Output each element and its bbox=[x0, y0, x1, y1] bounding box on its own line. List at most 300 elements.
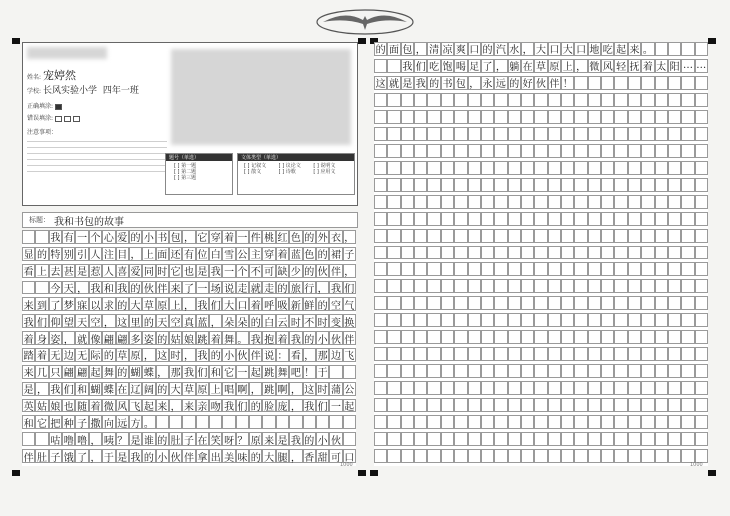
grid-cell bbox=[548, 229, 561, 243]
grid-cell bbox=[521, 110, 534, 124]
grid-cell bbox=[628, 364, 641, 378]
grid-cell bbox=[561, 449, 574, 463]
grid-cell bbox=[601, 398, 614, 412]
grid-cell bbox=[681, 76, 694, 90]
grid-cell bbox=[681, 432, 694, 446]
grid-cell bbox=[695, 178, 708, 192]
grid-cell: ！ bbox=[561, 76, 574, 90]
grid-cell: 它 bbox=[35, 415, 48, 429]
grid-cell bbox=[614, 127, 627, 141]
grid-cell bbox=[695, 127, 708, 141]
grid-cell bbox=[561, 110, 574, 124]
grid-cell bbox=[401, 432, 414, 446]
grid-cell: 外 bbox=[316, 230, 329, 244]
grid-cell bbox=[481, 262, 494, 276]
grid-cell bbox=[494, 347, 507, 361]
genre-title: 文体类型（单选） bbox=[238, 154, 354, 161]
grid-cell bbox=[561, 229, 574, 243]
page-number: 1000 bbox=[340, 462, 353, 468]
grid-cell: 无 bbox=[49, 348, 62, 362]
grid-cell: 伙 bbox=[236, 348, 249, 362]
grid-cell: 躺 bbox=[508, 59, 521, 73]
grid-cell: 伙 bbox=[329, 432, 342, 446]
grid-cell: 小 bbox=[222, 348, 235, 362]
grid-cell bbox=[601, 313, 614, 327]
grid-cell bbox=[494, 449, 507, 463]
grid-cell bbox=[574, 262, 587, 276]
grid-cell: ， bbox=[102, 314, 115, 328]
grid-cell bbox=[401, 195, 414, 209]
grid-cell bbox=[508, 347, 521, 361]
grid-cell: ， bbox=[156, 365, 169, 379]
grid-cell bbox=[494, 415, 507, 429]
grid-cell bbox=[494, 144, 507, 158]
grid-cell: … bbox=[696, 60, 707, 72]
grid-cell bbox=[588, 161, 601, 175]
grid-cell: 子 bbox=[75, 415, 88, 429]
grid-cell: 天 bbox=[75, 314, 88, 328]
grid-cell bbox=[641, 127, 654, 141]
genre-option[interactable]: [ ] 记叙文 bbox=[244, 163, 267, 169]
grid-cell bbox=[414, 381, 427, 395]
grid-cell bbox=[668, 347, 681, 361]
grid-cell bbox=[494, 398, 507, 412]
grid-cell bbox=[508, 279, 521, 293]
grid-row bbox=[22, 247, 356, 261]
grid-cell bbox=[427, 279, 440, 293]
grid-cell bbox=[454, 246, 467, 260]
registration-mark bbox=[12, 470, 20, 476]
grid-cell: ， bbox=[303, 348, 316, 362]
grid-cell: 脸 bbox=[262, 399, 275, 413]
grid-cell bbox=[561, 296, 574, 310]
grid-cell: 香 bbox=[303, 449, 316, 463]
grid-cell: ？ bbox=[116, 432, 129, 446]
grid-cell bbox=[521, 381, 534, 395]
grid-cell bbox=[374, 313, 387, 327]
grid-cell bbox=[387, 432, 400, 446]
grid-cell: 口 bbox=[574, 42, 587, 56]
grid-cell: ， bbox=[129, 247, 142, 261]
grid-cell: 辽 bbox=[129, 382, 142, 396]
correct-fill-label: 正确填涂: bbox=[27, 103, 54, 110]
grid-cell bbox=[641, 178, 654, 192]
wrong-fill-row bbox=[27, 113, 82, 122]
grid-cell bbox=[414, 110, 427, 124]
genre-option[interactable]: [ ] 诗歌 bbox=[278, 169, 296, 175]
genre-option[interactable]: [ ] 说明文 bbox=[313, 163, 336, 169]
grid-cell bbox=[695, 347, 708, 361]
grid-cell bbox=[236, 415, 249, 429]
grid-cell: 旅 bbox=[289, 281, 302, 295]
grid-cell bbox=[441, 432, 454, 446]
grid-cell bbox=[521, 449, 534, 463]
grid-cell bbox=[401, 381, 414, 395]
grid-cell: 出 bbox=[209, 449, 222, 463]
notes-title: 注意事项： bbox=[27, 129, 58, 136]
grid-row bbox=[22, 382, 356, 396]
grid-cell: 的 bbox=[129, 230, 142, 244]
grid-cell bbox=[374, 178, 387, 192]
grid-cell bbox=[494, 330, 507, 344]
grid-cell bbox=[655, 93, 668, 107]
grid-cell bbox=[668, 364, 681, 378]
grid-cell bbox=[387, 296, 400, 310]
grid-cell: 也 bbox=[182, 264, 195, 278]
grid-cell bbox=[468, 330, 481, 344]
grid-cell bbox=[628, 381, 641, 395]
grid-cell bbox=[374, 144, 387, 158]
grid-cell: 着 bbox=[35, 348, 48, 362]
grid-cell: 跳 bbox=[196, 331, 209, 345]
grid-cell: 边 bbox=[62, 348, 75, 362]
grid-cell bbox=[494, 127, 507, 141]
grid-cell bbox=[249, 415, 262, 429]
grid-cell bbox=[681, 195, 694, 209]
grid-cell bbox=[521, 262, 534, 276]
grid-cell bbox=[534, 398, 547, 412]
grid-row bbox=[22, 449, 356, 463]
grid-cell bbox=[681, 296, 694, 310]
grid-cell: 我 bbox=[209, 264, 222, 278]
grid-cell: 爱 bbox=[116, 230, 129, 244]
grid-cell: 变 bbox=[329, 314, 342, 328]
grid-cell bbox=[588, 347, 601, 361]
grid-cell bbox=[601, 364, 614, 378]
grid-cell: 蝴 bbox=[129, 365, 142, 379]
grid-cell bbox=[681, 246, 694, 260]
grid-row bbox=[374, 313, 708, 327]
grid-cell: 起 bbox=[89, 365, 102, 379]
grid-cell: 少 bbox=[289, 264, 302, 278]
grid-cell: 真 bbox=[182, 314, 195, 328]
grid-cell: 的 bbox=[316, 297, 329, 311]
grid-cell: 种 bbox=[62, 415, 75, 429]
notes-body bbox=[27, 136, 167, 172]
type-option[interactable]: [ ] 第一题 bbox=[174, 163, 197, 169]
grid-cell: 吧 bbox=[289, 365, 302, 379]
grid-cell bbox=[668, 432, 681, 446]
grid-cell bbox=[481, 398, 494, 412]
grid-row bbox=[22, 264, 356, 278]
grid-cell: 和 bbox=[102, 281, 115, 295]
grid-cell: 梦 bbox=[62, 297, 75, 311]
grid-cell bbox=[441, 178, 454, 192]
grid-cell bbox=[401, 178, 414, 192]
grid-cell bbox=[588, 381, 601, 395]
grid-cell bbox=[588, 296, 601, 310]
grid-cell: 还 bbox=[169, 247, 182, 261]
grid-row bbox=[22, 331, 356, 345]
grid-cell bbox=[668, 415, 681, 429]
grid-cell: 味 bbox=[236, 449, 249, 463]
grid-cell bbox=[655, 110, 668, 124]
grid-cell: 上 bbox=[209, 382, 222, 396]
grid-cell bbox=[574, 93, 587, 107]
grid-cell: 里 bbox=[129, 314, 142, 328]
grid-cell: 和 bbox=[22, 415, 35, 429]
left-writing-grid bbox=[22, 230, 356, 466]
grid-cell bbox=[695, 161, 708, 175]
grid-cell bbox=[681, 398, 694, 412]
grid-cell bbox=[574, 330, 587, 344]
grid-cell bbox=[614, 279, 627, 293]
grid-cell bbox=[534, 93, 547, 107]
registration-mark bbox=[358, 38, 366, 44]
grid-cell bbox=[601, 178, 614, 192]
grid-cell bbox=[481, 178, 494, 192]
grid-cell: 草 bbox=[182, 382, 195, 396]
grid-cell: 件 bbox=[249, 230, 262, 244]
grid-cell: 舞 bbox=[276, 365, 289, 379]
grid-cell bbox=[614, 93, 627, 107]
grid-row bbox=[22, 365, 356, 379]
grid-cell bbox=[695, 313, 708, 327]
page-number: 1000 bbox=[690, 462, 703, 468]
grid-cell: 凉 bbox=[441, 42, 454, 56]
grid-cell bbox=[548, 246, 561, 260]
grid-cell: 姿 bbox=[142, 331, 155, 345]
grid-cell bbox=[508, 313, 521, 327]
grid-cell bbox=[441, 381, 454, 395]
grid-cell: 原 bbox=[156, 297, 169, 311]
grid-cell: 和 bbox=[209, 365, 222, 379]
grid-cell bbox=[628, 279, 641, 293]
grid-cell bbox=[387, 195, 400, 209]
grid-cell: 的 bbox=[303, 331, 316, 345]
grid-cell bbox=[628, 347, 641, 361]
grid-cell: ？ bbox=[236, 432, 249, 446]
grid-cell: 云 bbox=[276, 314, 289, 328]
grid-cell bbox=[574, 449, 587, 463]
grid-cell bbox=[574, 432, 587, 446]
grid-cell: 清 bbox=[427, 42, 440, 56]
grid-cell bbox=[454, 279, 467, 293]
grid-cell: 把 bbox=[49, 415, 62, 429]
grid-cell: 伴 bbox=[182, 449, 195, 463]
grid-cell: 飞 bbox=[343, 348, 356, 362]
grid-row bbox=[374, 415, 708, 429]
grid-cell bbox=[427, 127, 440, 141]
grid-cell: 鲜 bbox=[303, 297, 316, 311]
redacted-block bbox=[27, 47, 107, 59]
grid-cell bbox=[534, 178, 547, 192]
grid-cell bbox=[614, 110, 627, 124]
grid-cell bbox=[468, 93, 481, 107]
grid-cell: 了 bbox=[481, 59, 494, 73]
grid-cell bbox=[548, 432, 561, 446]
grid-cell: 朵 bbox=[236, 314, 249, 328]
grid-cell: 那 bbox=[316, 348, 329, 362]
grid-cell bbox=[521, 313, 534, 327]
grid-cell bbox=[628, 195, 641, 209]
grid-cell bbox=[534, 381, 547, 395]
grid-cell bbox=[521, 161, 534, 175]
grid-cell: 书 bbox=[156, 230, 169, 244]
grid-cell bbox=[468, 364, 481, 378]
grid-cell bbox=[441, 246, 454, 260]
grid-cell: 来 bbox=[182, 399, 195, 413]
grid-cell bbox=[374, 195, 387, 209]
grid-cell bbox=[655, 296, 668, 310]
grid-cell bbox=[574, 381, 587, 395]
grid-cell: 太 bbox=[655, 59, 668, 73]
grid-cell bbox=[35, 432, 48, 446]
grid-cell bbox=[494, 262, 507, 276]
grid-row bbox=[374, 432, 708, 446]
genre-option[interactable]: [ ] 议论文 bbox=[278, 163, 301, 169]
grid-cell bbox=[655, 127, 668, 141]
grid-cell bbox=[668, 279, 681, 293]
grid-cell: 是 bbox=[276, 432, 289, 446]
grid-cell bbox=[427, 212, 440, 226]
grid-cell: 多 bbox=[129, 331, 142, 345]
grid-cell bbox=[628, 415, 641, 429]
grid-cell bbox=[414, 195, 427, 209]
cross-box-icon bbox=[64, 116, 71, 122]
type-option[interactable]: [ ] 第三题 bbox=[174, 175, 197, 181]
grid-cell bbox=[508, 178, 521, 192]
grid-cell bbox=[695, 110, 708, 124]
grid-cell bbox=[655, 262, 668, 276]
grid-cell bbox=[414, 330, 427, 344]
grid-cell bbox=[521, 398, 534, 412]
name-label: 姓名: bbox=[27, 74, 42, 81]
grid-cell: 我 bbox=[116, 281, 129, 295]
grid-cell bbox=[668, 161, 681, 175]
grid-cell bbox=[695, 415, 708, 429]
grid-cell: ， bbox=[35, 382, 48, 396]
grid-cell bbox=[401, 144, 414, 158]
grid-cell bbox=[574, 212, 587, 226]
grid-cell bbox=[628, 296, 641, 310]
grid-cell: 伴 bbox=[249, 348, 262, 362]
grid-cell bbox=[427, 246, 440, 260]
grid-cell bbox=[468, 178, 481, 192]
grid-cell: 原 bbox=[249, 432, 262, 446]
grid-cell bbox=[601, 212, 614, 226]
grid-cell bbox=[468, 432, 481, 446]
grid-cell bbox=[481, 161, 494, 175]
grid-cell bbox=[494, 93, 507, 107]
grid-cell bbox=[561, 144, 574, 158]
grid-cell bbox=[468, 398, 481, 412]
grid-cell bbox=[22, 432, 35, 446]
grid-cell bbox=[561, 262, 574, 276]
grid-cell bbox=[169, 415, 182, 429]
grid-cell bbox=[548, 178, 561, 192]
grid-cell bbox=[534, 127, 547, 141]
grid-cell bbox=[534, 212, 547, 226]
grid-cell bbox=[641, 212, 654, 226]
grid-cell: 我 bbox=[401, 59, 414, 73]
grid-cell: 白 bbox=[262, 314, 275, 328]
grid-cell bbox=[374, 93, 387, 107]
grid-row bbox=[22, 314, 356, 328]
grid-cell: 这 bbox=[374, 76, 387, 90]
grid-cell bbox=[588, 398, 601, 412]
grid-cell bbox=[601, 229, 614, 243]
grid-cell bbox=[508, 229, 521, 243]
grid-cell bbox=[441, 398, 454, 412]
grid-cell bbox=[329, 365, 342, 379]
grid-cell bbox=[695, 398, 708, 412]
grid-cell: 书 bbox=[441, 76, 454, 90]
grid-cell bbox=[588, 313, 601, 327]
grid-cell bbox=[521, 229, 534, 243]
grid-cell bbox=[601, 161, 614, 175]
grid-row bbox=[374, 93, 708, 107]
grid-cell bbox=[494, 229, 507, 243]
grid-cell bbox=[628, 178, 641, 192]
grid-cell: 起 bbox=[614, 42, 627, 56]
grid-cell bbox=[401, 279, 414, 293]
grid-cell: 子 bbox=[343, 247, 356, 261]
grid-cell bbox=[561, 398, 574, 412]
grid-cell bbox=[401, 161, 414, 175]
info-header bbox=[22, 42, 358, 206]
grid-cell: ， bbox=[468, 76, 481, 90]
grid-cell: 蝶 bbox=[102, 382, 115, 396]
grid-cell: 特 bbox=[49, 247, 62, 261]
grid-cell: 地 bbox=[588, 42, 601, 56]
genre-option[interactable]: [ ] 应用文 bbox=[313, 169, 336, 175]
grid-cell: 踏 bbox=[22, 348, 35, 362]
grid-cell bbox=[494, 178, 507, 192]
grid-cell bbox=[414, 212, 427, 226]
grid-cell bbox=[481, 195, 494, 209]
grid-cell bbox=[574, 110, 587, 124]
type-option[interactable]: [ ] 第二题 bbox=[174, 169, 197, 175]
grid-cell bbox=[387, 212, 400, 226]
grid-cell bbox=[574, 144, 587, 158]
grid-cell bbox=[534, 415, 547, 429]
grid-cell: 上 bbox=[35, 264, 48, 278]
grid-cell: 天 bbox=[156, 314, 169, 328]
grid-cell bbox=[641, 347, 654, 361]
grid-cell: 大 bbox=[262, 449, 275, 463]
grid-cell bbox=[468, 279, 481, 293]
grid-cell bbox=[494, 364, 507, 378]
grid-cell: 裙 bbox=[329, 247, 342, 261]
grid-cell: 原 bbox=[129, 348, 142, 362]
grid-cell bbox=[534, 330, 547, 344]
grid-cell: 在 bbox=[196, 432, 209, 446]
grid-cell bbox=[427, 195, 440, 209]
grid-cell bbox=[534, 364, 547, 378]
grid-cell bbox=[588, 246, 601, 260]
grid-cell: 小 bbox=[316, 331, 329, 345]
class-value: 四年一班 bbox=[102, 86, 139, 96]
grid-cell bbox=[441, 144, 454, 158]
grid-cell: 口 bbox=[343, 449, 356, 463]
grid-row bbox=[374, 246, 708, 260]
grid-cell bbox=[561, 313, 574, 327]
grid-cell: 远 bbox=[494, 76, 507, 90]
grid-cell bbox=[695, 93, 708, 107]
grid-cell: 拿 bbox=[196, 449, 209, 463]
grid-cell bbox=[454, 195, 467, 209]
grid-cell: 抚 bbox=[628, 59, 641, 73]
grid-cell bbox=[441, 195, 454, 209]
genre-option[interactable]: [ ] 散文 bbox=[244, 169, 262, 175]
grid-cell: 我 bbox=[414, 76, 427, 90]
grid-cell: 惹 bbox=[89, 264, 102, 278]
grid-cell bbox=[454, 93, 467, 107]
grid-cell: 们 bbox=[35, 314, 48, 328]
grid-cell bbox=[695, 76, 708, 90]
grid-cell bbox=[508, 398, 521, 412]
